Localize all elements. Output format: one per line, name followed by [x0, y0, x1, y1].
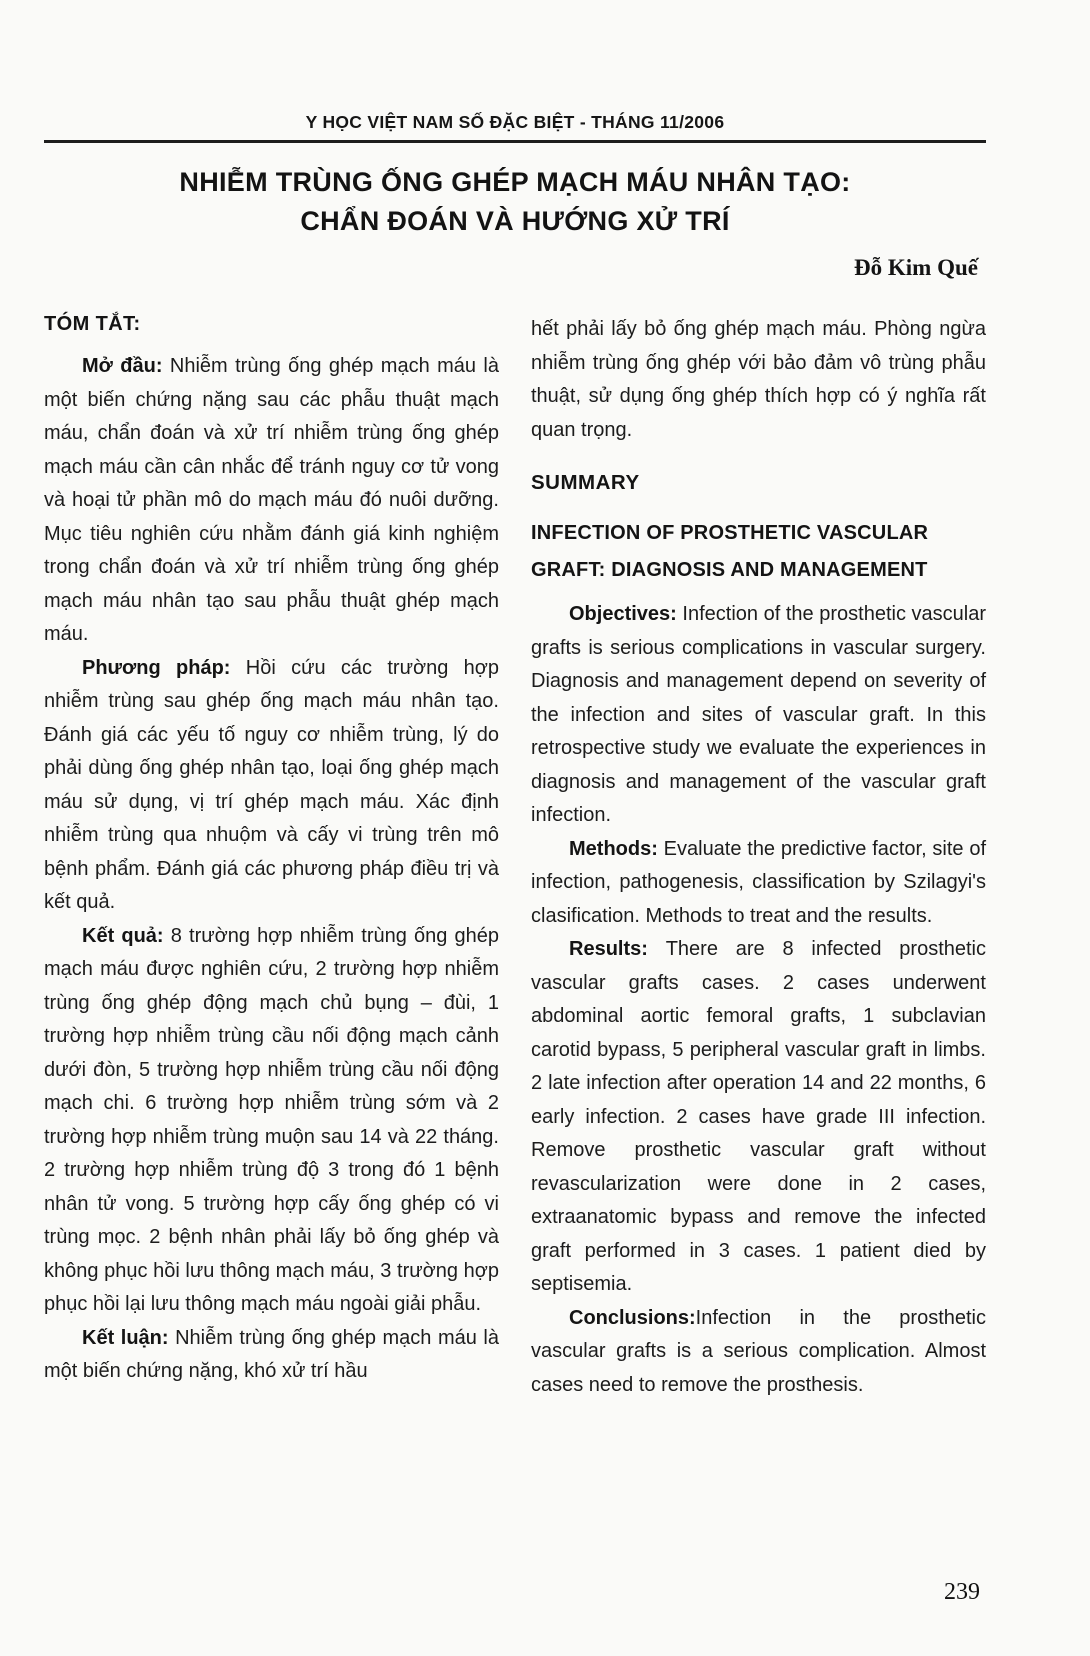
paragraph: Conclusions:Infection in the prosthetic vascular grafts is a serious complication. Almost cases need to remove the prosthesis.	[531, 1306, 986, 1396]
author-name: Đỗ Kim Quế	[854, 255, 978, 280]
page-number: 239	[944, 1579, 980, 1605]
left-column	[44, 313, 499, 1402]
abstract-heading: TÓM TẮT:	[44, 313, 141, 335]
paragraph-lead: Objectives:	[569, 603, 683, 625]
abstract-paragraphs	[44, 350, 499, 1389]
paragraph: Mở đầu: Nhiễm trùng ống ghép mạch máu là một biến chứng nặng sau các phẫu thuật mạch máu, chẩn đoán và xử trí nhiễm trùng ống ghép mạch máu cần cân nhắc để tránh nguy cơ tử vong và hoại tử phần mô do mạch máu đó nuôi dưỡng. Mục tiêu nghiên cứu nhằm đánh giá kinh nghiệm trong chẩn đoán và xử trí nhiễm trùng ống ghép mạch máu nhân tạo sau phẫu thuật ghép mạch máu.	[44, 355, 499, 645]
journal-header	[44, 112, 986, 143]
right-column	[531, 313, 986, 1402]
article-title-line2: CHẨN ĐOÁN VÀ HƯỚNG XỬ TRÍ	[300, 206, 730, 236]
paragraph-lead: Results:	[569, 938, 666, 960]
article-title-line1: NHIỄM TRÙNG ỐNG GHÉP MẠCH MÁU NHÂN TẠO:	[179, 167, 851, 197]
article-title	[44, 163, 986, 241]
paragraph-lead: Mở đầu:	[82, 355, 170, 377]
paragraph-lead: Kết luận:	[82, 1326, 176, 1349]
article-body	[44, 313, 986, 1402]
summary-paragraphs	[531, 598, 986, 1402]
paragraph: Methods: Evaluate the predictive factor, site of infection, pathogenesis, classification by Szilagyi's clasification. Methods to treat and the results.	[531, 837, 986, 927]
abstract-continuation	[531, 313, 986, 447]
paragraph-lead: Methods:	[569, 837, 664, 860]
paragraph-lead: Conclusions:	[569, 1306, 696, 1329]
summary-title	[531, 515, 986, 588]
paragraph: Kết luận: Nhiễm trùng ống ghép mạch máu là một biến chứng nặng, khó xử trí hầu	[44, 1326, 499, 1382]
summary-heading: SUMMARY	[531, 471, 640, 494]
paragraph-lead: Phương pháp:	[82, 656, 246, 679]
paragraph-lead: Kết quả:	[82, 924, 171, 947]
paragraph: Objectives: Infection of the prosthetic vascular grafts is serious complications in vascular surgery. Diagnosis and management depend on severity of the infection and sites of vascular graft. In this retrospective study we evaluate the experiences in diagnosis and management of the vascular graft infection.	[531, 603, 986, 826]
summary-title-line1: INFECTION OF PROSTHETIC VASCULAR	[531, 522, 929, 544]
paragraph: hết phải lấy bỏ ống ghép mạch máu. Phòng ngừa nhiễm trùng ống ghép với bảo đảm vô trùng phẫu thuật, sử dụng ống ghép thích hợp có ý nghĩa rất quan trọng.	[531, 318, 986, 441]
paragraph: Results: There are 8 infected prosthetic vascular grafts cases. 2 cases underwent abdominal aortic femoral grafts, 1 subclavian carotid bypass, 5 peripheral vascular graft in limbs. 2 late infection after operation 14 and 22 months, 6 early infection. 2 cases have grade III infection. Remove prosthetic vascular graft without revascularization were done in 2 cases, extraanatomic bypass and remove the infected graft performed in 3 cases. 1 patient died by septisemia.	[531, 938, 986, 1295]
summary-title-line2: GRAFT: DIAGNOSIS AND MANAGEMENT	[531, 558, 928, 581]
journal-name: Y HỌC VIỆT NAM SỐ ĐẶC BIỆT - THÁNG 11/2006	[305, 112, 725, 132]
paragraph: Phương pháp: Hồi cứu các trường hợp nhiễm trùng sau ghép ống mạch máu nhân tạo. Đánh giá các yếu tố nguy cơ nhiễm trùng, lý do phải dùng ống ghép nhân tạo, loại ống ghép mạch máu sử dụng, vị trí ghép mạch máu. Xác định nhiễm trùng qua nhuộm và cấy vi trùng trên mô bệnh phẩm. Đánh giá các phương pháp điều trị và kết quả.	[44, 656, 499, 913]
paragraph: Kết quả: 8 trường hợp nhiễm trùng ống ghép mạch máu được nghiên cứu, 2 trường hợp nhiễm trùng ống ghép động mạch chủ bụng – đùi, 1 trường hợp nhiễm trùng cầu nối động mạch cảnh dưới đòn, 5 trường hợp nhiễm trùng cầu nối động mạch chi. 6 trường hợp nhiễm trùng sớm và 2 trường hợp nhiễm trùng muộn sau 14 và 22 tháng. 2 trường hợp nhiễm trùng độ 3 trong đó 1 bệnh nhân tử vong. 5 trường hợp cấy ống ghép có vi trùng mọc. 2 bệnh nhân phải lấy bỏ ống ghép và không phục hồi lưu thông mạch máu, 3 trường hợp phục hồi lại lưu thông mạch máu ngoài giải phẫu.	[44, 924, 499, 1315]
